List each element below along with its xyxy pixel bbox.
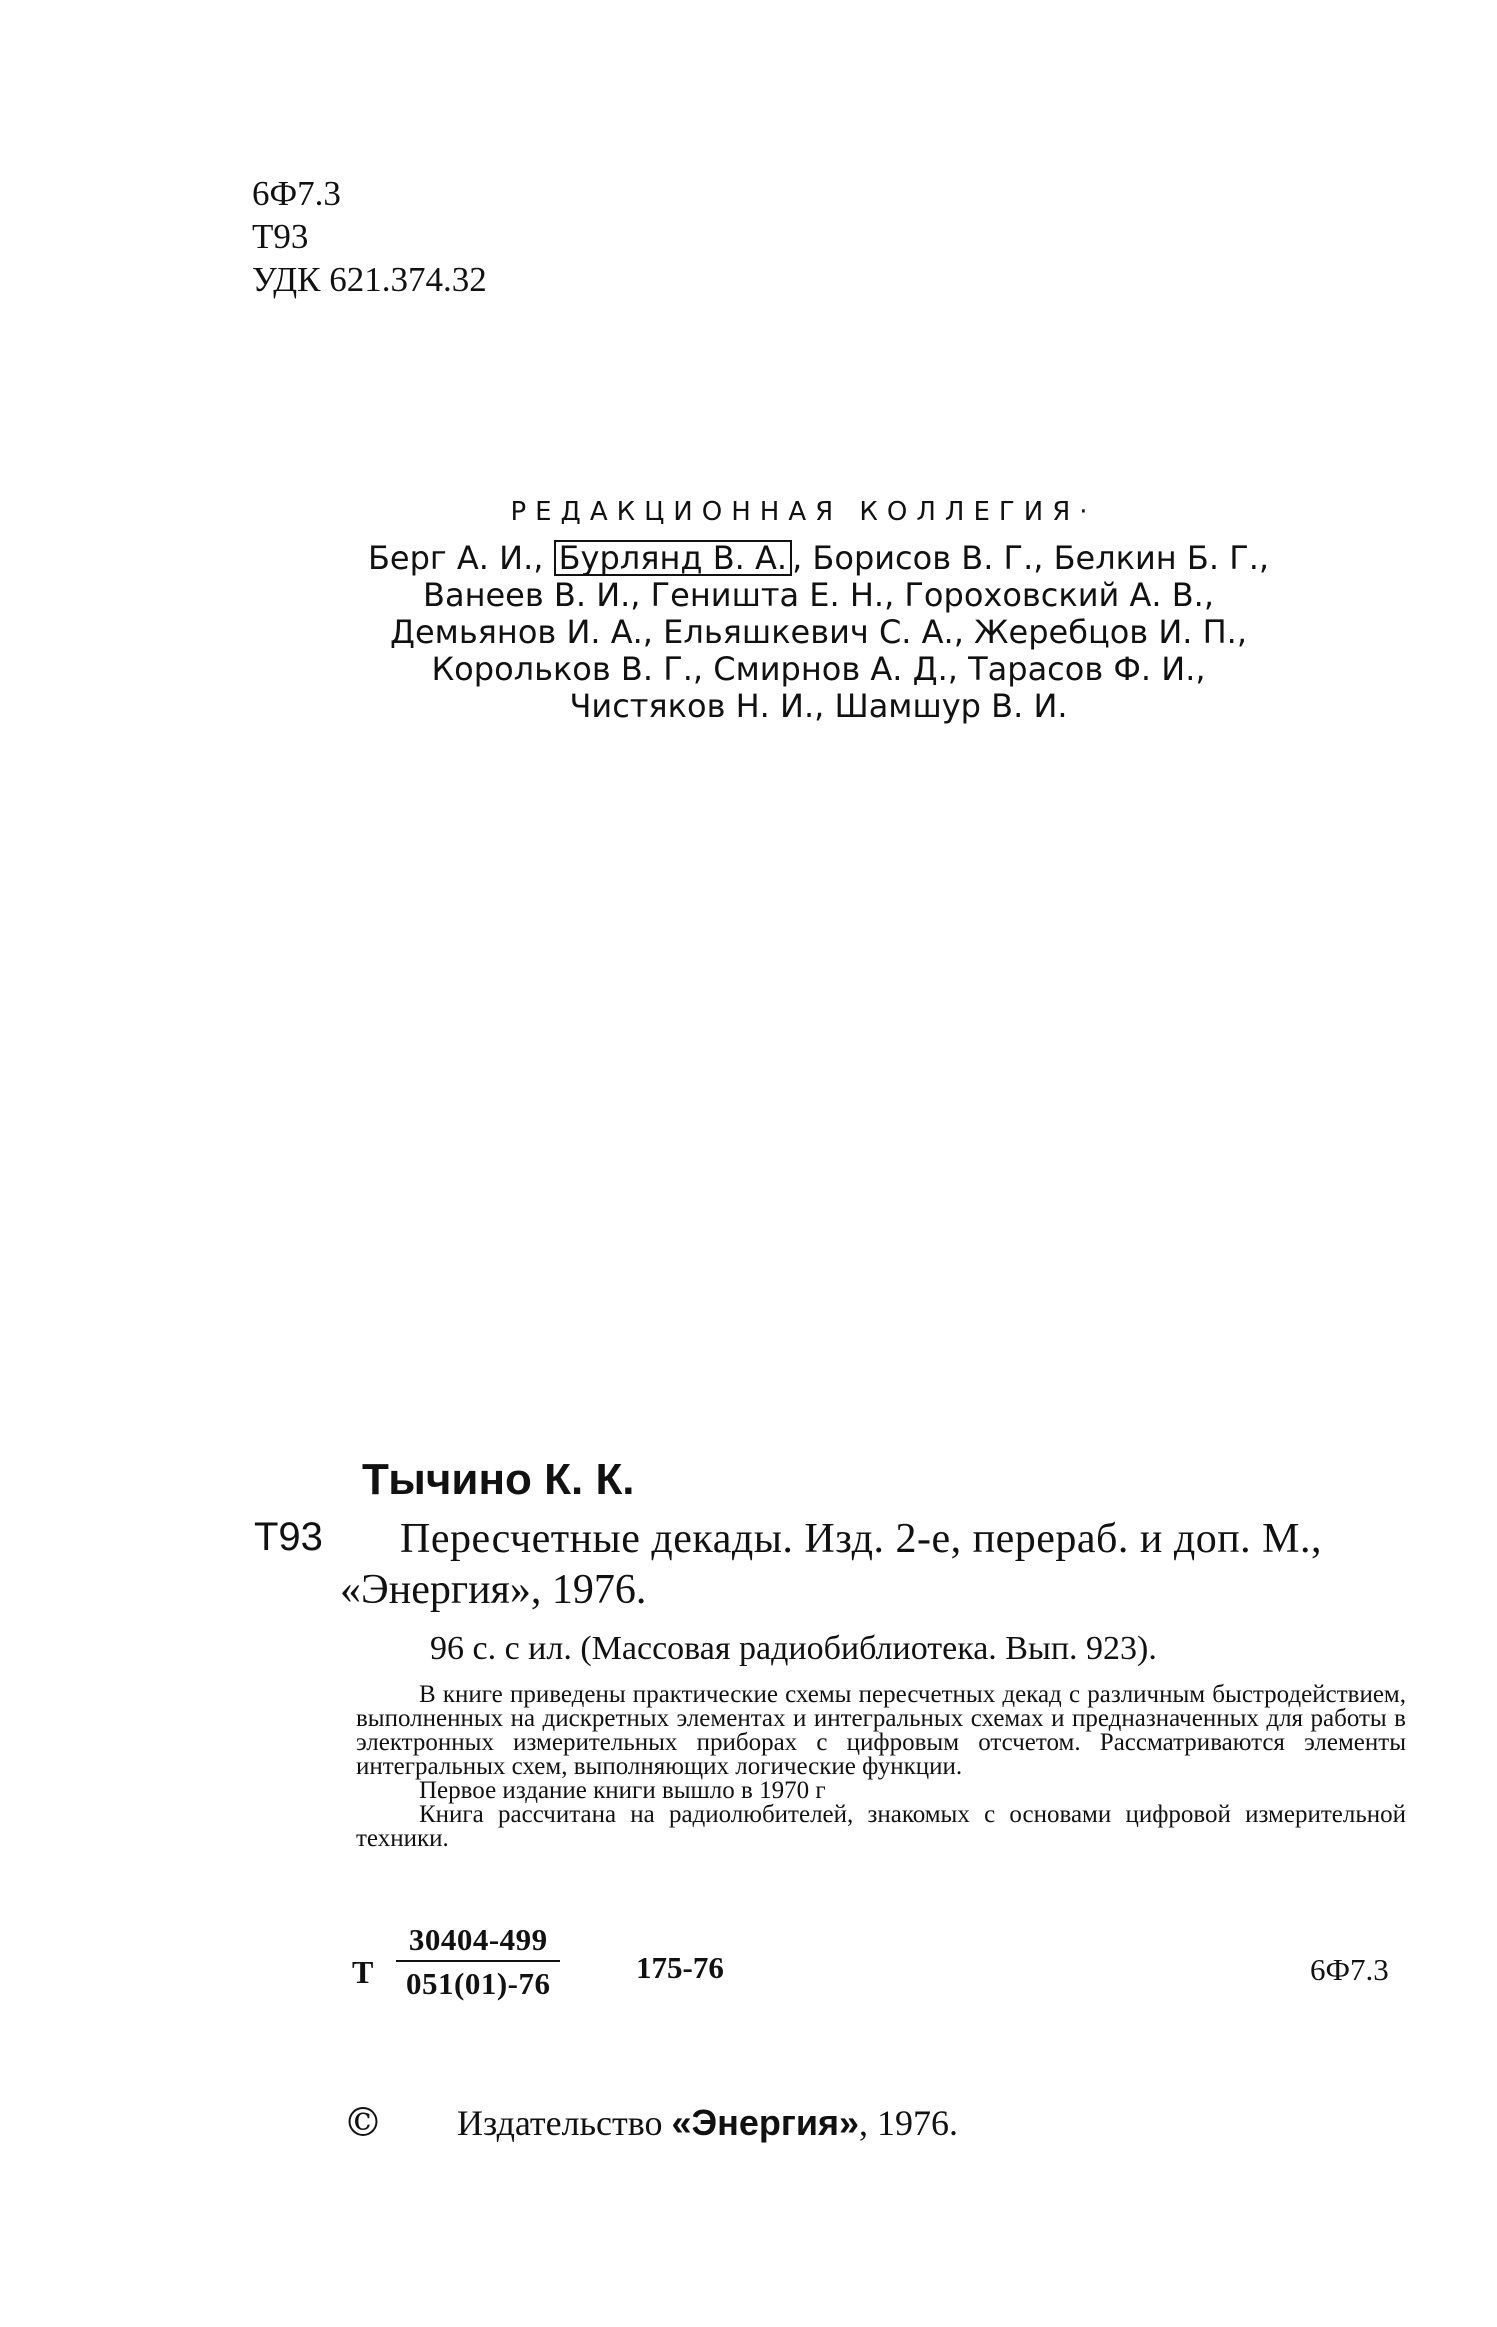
annotation-paragraph-3: Книга рассчитана на радиолюбителей, знакомых с основами цифровой измерительной техники. xyxy=(356,1801,1406,1852)
index-number: 175-76 xyxy=(636,1950,724,1985)
annotation-paragraph-1: В книге приведены практические схемы пересчетных декад с различным быстродействием, выполненных на дискретных элементах и интегральных схемах и предназначенных для работы в электронных измерительных приборах с цифровым отсчетом. Рассматриваются элементы интегральных схем, выполняющих логические функции. xyxy=(356,1681,1406,1780)
editorial-board-list xyxy=(0,540,1497,725)
copyright-text xyxy=(457,2102,958,2144)
author-mark: Т93 xyxy=(252,217,309,256)
index-fraction xyxy=(396,1922,560,2002)
book-title-line-2: «Энергия», 1976. xyxy=(340,1567,647,1613)
board-line-4: Корольков В. Г., Смирнов А. Д., Тарасов Ф. И., xyxy=(431,650,1206,688)
copyright-prefix: Издательство xyxy=(457,2103,672,2143)
index-bbk: 6Ф7.3 xyxy=(1310,1952,1389,1987)
annotation-paragraph-2: Первое издание книги вышло в 1970 г xyxy=(419,1777,826,1804)
index-numerator: 30404-499 xyxy=(396,1922,560,1962)
copyright-icon: © xyxy=(343,2100,383,2146)
copyright-year: , 1976. xyxy=(859,2103,959,2143)
classification-block xyxy=(252,172,487,301)
pages-series: 96 с. с ил. (Массовая радиобиблиотека. Вып. 923). xyxy=(430,1630,1157,1667)
editorial-board-title: РЕДАКЦИОННАЯ КОЛЛЕГИЯ· xyxy=(510,497,1097,527)
udk-code: УДК 621.374.32 xyxy=(252,260,487,299)
author-name: Тычино К. К. xyxy=(362,1455,635,1504)
book-title-line-1: Пересчетные декады. Изд. 2-е, перераб. и доп. М., xyxy=(400,1516,1323,1562)
index-letter: Т xyxy=(352,1954,374,1990)
entry-code: Т93 xyxy=(254,1515,323,1559)
board-line-1-start: Берг А. И., xyxy=(367,539,554,577)
bbk-code: 6Ф7.3 xyxy=(252,174,341,213)
publisher-name: «Энергия» xyxy=(671,2102,860,2143)
board-line-2: Ванеев В. И., Геништа Е. Н., Гороховский А. В., xyxy=(423,576,1214,614)
board-line-5: Чистяков Н. И., Шамшур В. И. xyxy=(569,687,1068,725)
board-line-1 xyxy=(140,540,1497,577)
boxed-name: Бурлянд В. А. xyxy=(554,540,792,576)
index-denominator: 051(01)-76 xyxy=(406,1966,551,2001)
board-line-3: Демьянов И. А., Ельяшкевич С. А., Жеребцов И. П., xyxy=(389,613,1248,651)
board-line-1-end: , Борисов В. Г., Белкин Б. Г., xyxy=(792,539,1270,577)
annotation xyxy=(356,1683,1406,1851)
